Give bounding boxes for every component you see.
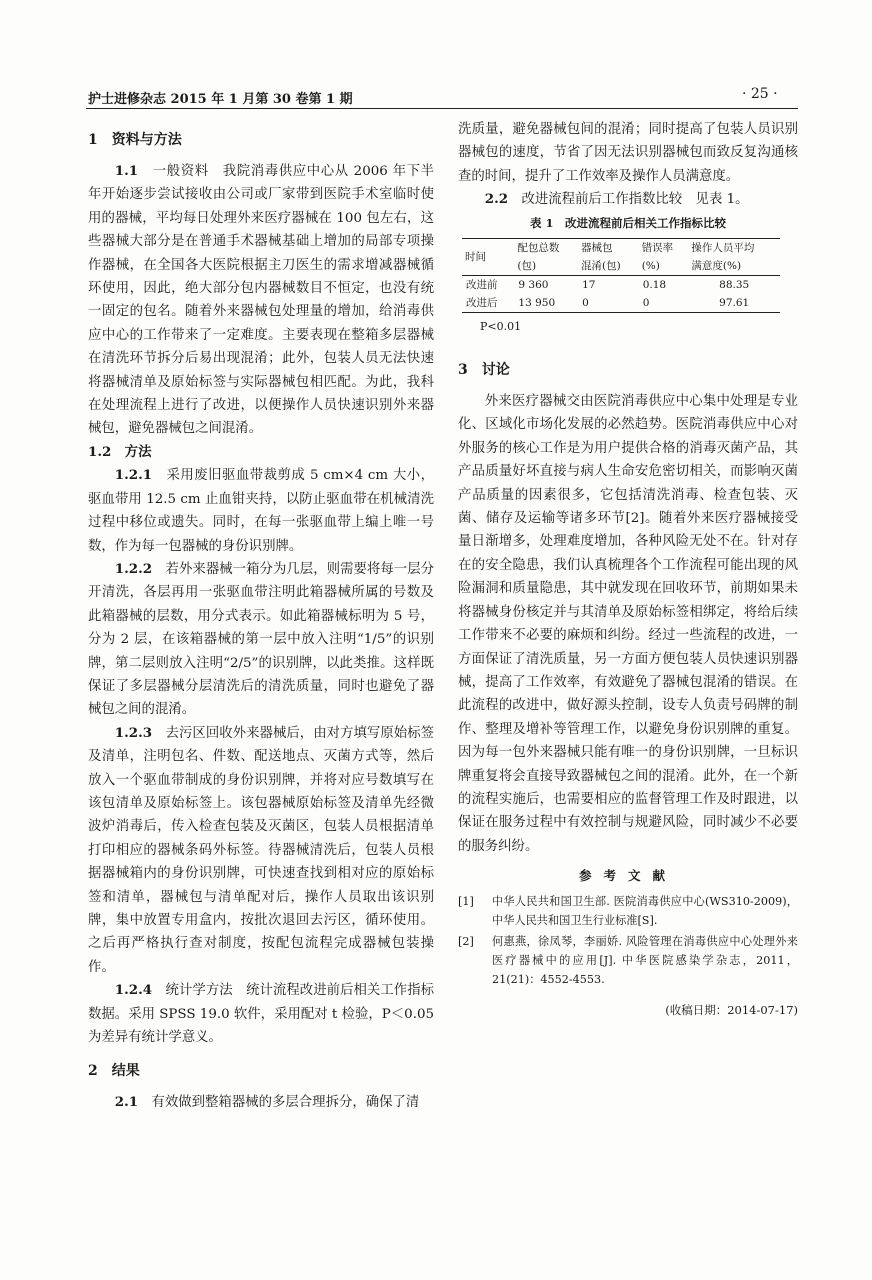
cell-mix: 0 <box>578 294 639 313</box>
table-header-mix-unit: 混淆(包) <box>581 259 621 272</box>
paragraph-1-2-2: 1.2.2 若外来器械一箱分为几层，则需要将每一层分开清洗，各层再用一张驱血带注明此箱器械所属的号数及此箱器械的层数，用分式表示。如此箱器械标明为 5 号，分为 2 层，在该箱器械的第一层中放入注明“1/5”的识别牌，第二层则放入注明“2/5”的识别牌，以此类推。这样既保证了多层器械分层清洗后的清洗质量，同时也避免了器械包之间的混淆。 <box>88 560 435 718</box>
cell-error: 0.18 <box>639 275 689 294</box>
results-table <box>462 238 780 313</box>
cell-total: 9 360 <box>514 275 578 294</box>
paragraph-2-1-cont: 洗质量，避免器械包间的混淆；同时提高了包装人员识别器械包的速度，节省了因无法识别器械包而致反复沟通核查的时间，提升了工作效率及操作人员满意度。 <box>458 122 798 184</box>
table-header-satisfaction-unit: 满意度(%) <box>691 259 742 272</box>
left-column <box>88 118 434 1115</box>
table-header-total: 配包总数 <box>514 238 578 257</box>
table-header-mix: 器械包 <box>578 238 639 257</box>
table-row <box>462 294 780 313</box>
reference-item: [1] 中华人民共和国卫生部. 医院消毒供应中心(WS310-2009)，中华人民共和国卫生行业标准[S]. <box>458 894 798 927</box>
cell-satisfaction: 88.35 <box>688 275 780 294</box>
section-2-title: 2 结果 <box>88 1063 140 1080</box>
paragraph-1-2-4: 1.2.4 统计学方法 统计流程改进前后相关工作指标数据。采用 SPSS 19.0 软件，采用配对 t 检验，P＜0.05 为差异有统计学意义。 <box>88 982 435 1046</box>
journal-header: 护士进修杂志 2015 年 1 月第 30 卷第 1 期 <box>88 92 353 107</box>
section-3-title: 3 讨论 <box>458 362 510 379</box>
table-caption: 表 1 改进流程前后相关工作指标比较 <box>529 215 726 230</box>
table-note: P<0.01 <box>480 319 522 333</box>
page-number: · 25 · <box>742 86 778 102</box>
paragraph-1-2-3: 1.2.3 去污区回收外来器械后，由对方填写原始标签及清单，注明包名、件数、配送地点、灭菌方式等，然后放入一个驱血带制成的身份识别牌，并将对应号数填写在该包清单及原始标签上。该包器械原始标签及清单先经微波炉消毒后，传入检查包装及灭菌区，包装人员根据清单打印相应的器械条码外标签。待器械清洗后，包装人员根据器械箱内的身份识别牌，可快速查找到相对应的原始标签和清单，器械包与清单配对后，操作人员取出该识别牌，集中放置专用盒内，按批次退回去污区，循环使用。之后再严格执行查对制度，按配包流程完成器械包装操作。 <box>88 724 435 975</box>
right-column <box>458 118 798 1022</box>
section-1-title: 1 资料与方法 <box>88 132 182 148</box>
table-header-error: 错误率 <box>639 238 689 257</box>
table-header-time: 时间 <box>462 238 514 275</box>
paragraph-3: 外来医疗器械交由医院消毒供应中心集中处理是专业化、区域化市场化发展的必然趋势。医院消毒供应中心对外服务的核心工作是为用户提供合格的消毒灭菌产品，其产品质量好坏直接与病人生命安危密切相关，而影响灭菌产品质量的因素很多，它包括清洗消毒、检查包装、灭菌、储存及运输等诸多环节[2]。随着外来医疗器械接受量日渐增多，处理难度增加，各种风险无处不在。针对存在的安全隐患，我们认真梳理各个工作流程可能出现的风险漏洞和质量隐患，其中就发现在回收环节，前期如果未将器械身份核定并与其清单及原始标签相绑定，将给后续工作带来不必要的麻烦和纠纷。经过一些流程的改进，一方面保证了清洗质量，另一方面方便包装人员快速识别器械，提高了工作效率，有效避免了器械包混淆的错误。在此流程的改进中，做好源头控制，设专人负责号码牌的制作、整理及增补等管理工作，以避免身份识别牌的重复。因为每一包外来器械只能有唯一的身份识别牌，一旦标识牌重复将会直接导致器械包之间的混淆。此外，在一个新的流程实施后，也需要相应的监督管理工作及时跟进，以保证在服务过程中有效控制与规避风险，同时减少不必要的服务纠纷。 <box>458 394 798 854</box>
paragraph-2-2: 2.2 改进流程前后工作指数比较 见表 1。 <box>484 191 749 208</box>
paragraph-1-2-1: 1.2.1 采用废旧驱血带裁剪成 5 cm×4 cm 大小，驱血带用 12.5 cm 止血钳夹持，以防止驱血带在机械清洗过程中移位或遗失。同时，在每一张驱血带上编上唯一号数，作为每一包器械的身份识别牌。 <box>88 467 435 554</box>
header-rule <box>86 108 798 109</box>
table-header-error-unit: (%) <box>641 259 660 272</box>
references-title: 参考文献 <box>578 868 677 884</box>
cell-error: 0 <box>639 294 689 313</box>
table-row <box>462 275 780 294</box>
reference-item: [2] 何惠燕，徐凤琴，李丽娇. 风险管理在消毒供应中心处理外来医疗器械中的应用[J]. 中华医院感染学杂志，2011，21(21)：4552-4553. <box>458 934 798 986</box>
paragraph-2-1: 2.1 有效做到整箱器械的多层合理拆分，确保了清 <box>114 1094 420 1111</box>
cell-total: 13 950 <box>514 294 578 313</box>
table-header-satisfaction: 操作人员平均 <box>688 238 780 257</box>
table-header-total-unit: (包) <box>517 259 537 272</box>
cell-satisfaction: 97.61 <box>688 294 780 313</box>
cell-mix: 17 <box>578 275 639 294</box>
section-1-2-title: 1.2 方法 <box>88 443 152 460</box>
row-label: 改进前 <box>462 275 514 294</box>
received-date: (收稿日期：2014-07-17) <box>665 1002 798 1017</box>
paragraph-1-1: 1.1 一般资料 我院消毒供应中心从 2006 年下半年开始逐步尝试接收由公司或厂家带到医院手术室临时使用的器械，平均每日处理外来医疗器械在 100 包左右，这些器械大部分是在普通手术器械基础上增加的局部专项操作器械，在全国各大医院根据主刀医生的需求增减器械循环使用，因此，绝大部分包内器械数目不恒定，也没有统一固定的包名。随着外来器械包处理量的增加，给消毒供应中心的工作带来了一定难度。主要表现在整箱多层器械在清洗环节拆分后易出现混淆；此外，包装人员无法快速将器械清单及原始标签与实际器械包相匹配。为此，我科在处理流程上进行了改进，以便操作人员快速识别外来器械包，避免器械包之间混淆。 <box>88 163 435 437</box>
row-label: 改进后 <box>462 294 514 313</box>
